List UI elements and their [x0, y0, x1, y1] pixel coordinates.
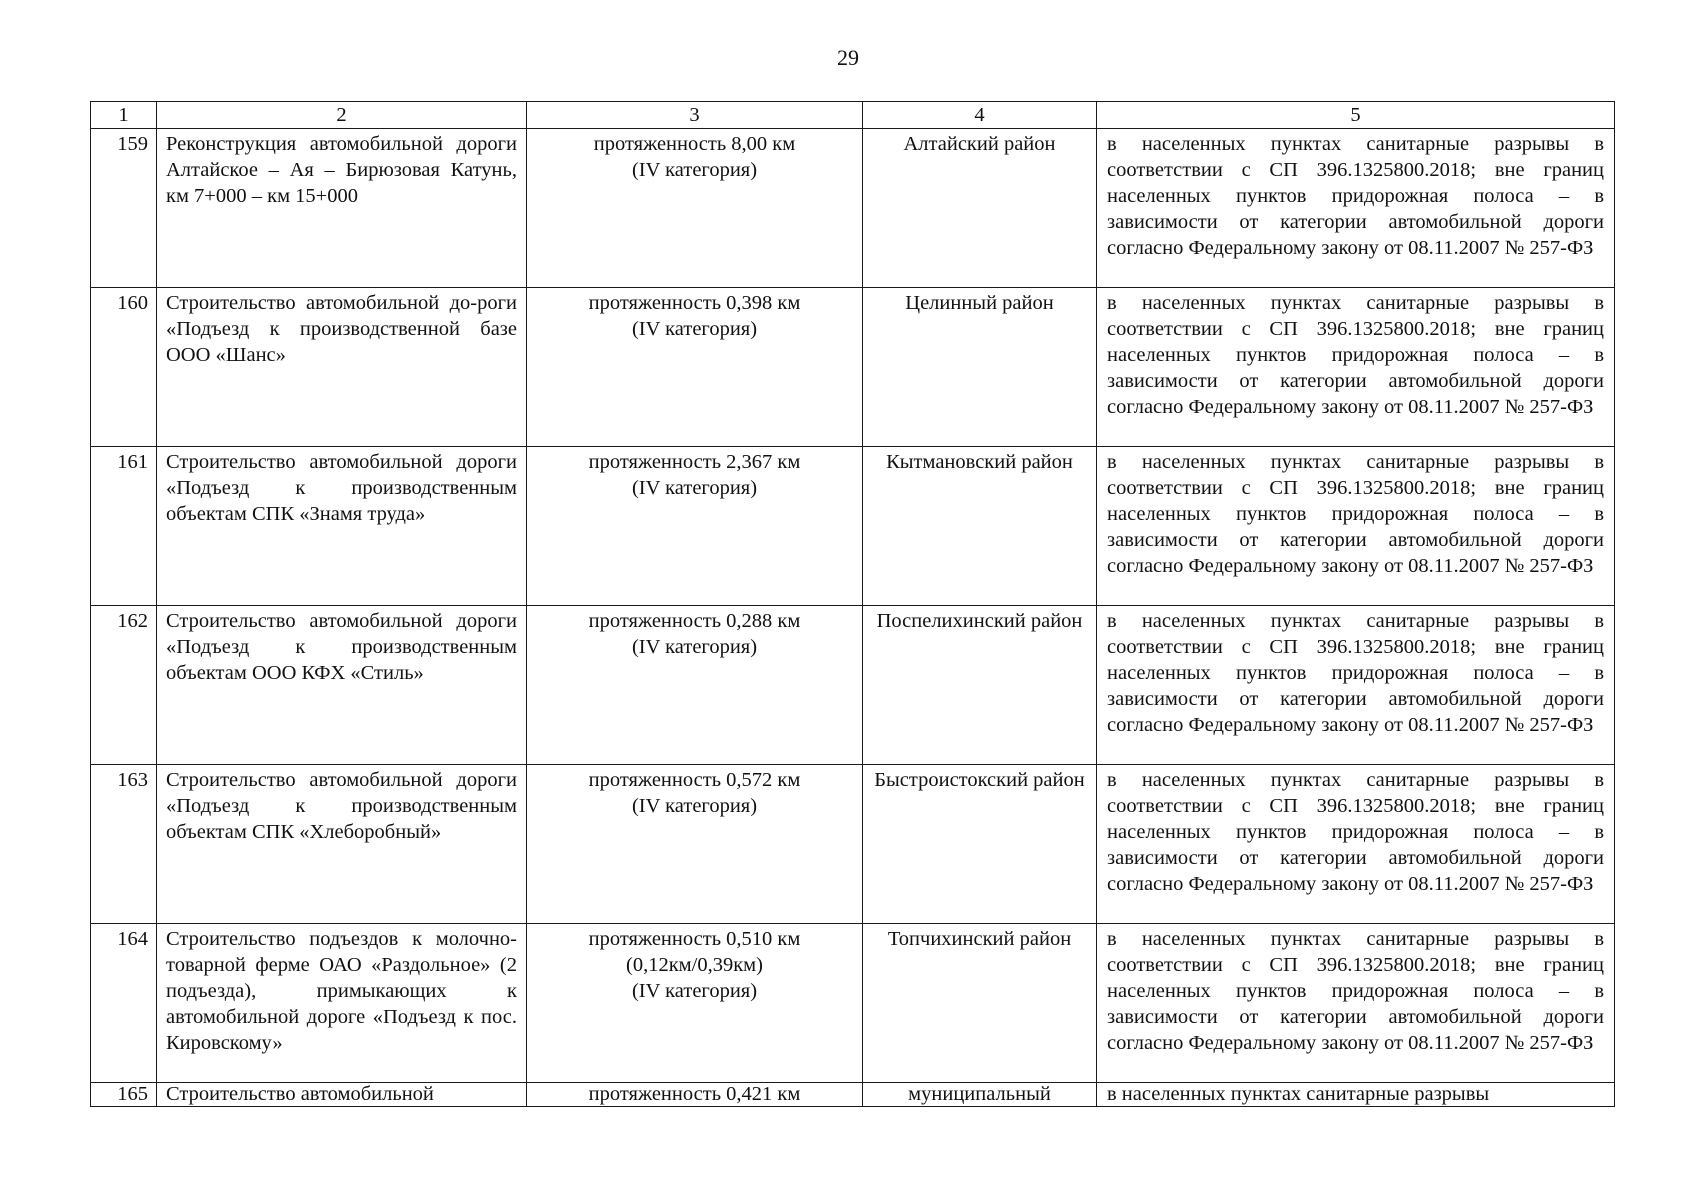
page-number: 29	[837, 45, 859, 70]
header-cell-4: 4	[863, 102, 1097, 129]
extent-line: (IV категория)	[631, 317, 758, 340]
zone-description: в населенных пунктах санитарные разрывы в соответствии с СП 396.1325800.2018; вне границ населенных пунктов придорожная полоса – в зависимости от категории автомобильной дороги согласно Федеральному закону от 08.11.2007 № 257-ФЗ	[1097, 606, 1615, 765]
district: Быстроистокский район	[863, 765, 1097, 924]
extent-line: (IV категория)	[631, 794, 758, 817]
table-row	[91, 924, 1615, 1083]
table-row	[91, 606, 1615, 765]
row-number: 159	[91, 129, 157, 288]
object-name: Строительство подъездов к молочно-товарной ферме ОАО «Раздольное» (2 подъезда), примыкающих к автомобильной дороге «Подъезд к пос. Кировскому»	[157, 924, 527, 1083]
header-cell-2: 2	[157, 102, 527, 129]
extent-line: протяженность 0,510 км	[588, 928, 801, 950]
header-cell-3: 3	[527, 102, 863, 129]
extent-line: протяженность 0,398 км	[588, 292, 801, 314]
data-table	[90, 101, 1615, 1107]
table-row	[91, 288, 1615, 447]
district: Поспелихинский район	[863, 606, 1097, 765]
object-name: Строительство автомобильной	[157, 1083, 527, 1107]
extent-line: протяженность 0,421 км	[588, 1083, 801, 1105]
district: Кытмановский район	[863, 447, 1097, 606]
row-number: 163	[91, 765, 157, 924]
district: Топчихинский район	[863, 924, 1097, 1083]
zone-description: в населенных пунктах санитарные разрывы в соответствии с СП 396.1325800.2018; вне границ населенных пунктов придорожная полоса – в зависимости от категории автомобильной дороги согласно Федеральному закону от 08.11.2007 № 257-ФЗ	[1097, 129, 1615, 288]
zone-description: в населенных пунктах санитарные разрывы в соответствии с СП 396.1325800.2018; вне границ населенных пунктов придорожная полоса – в зависимости от категории автомобильной дороги согласно Федеральному закону от 08.11.2007 № 257-ФЗ	[1097, 447, 1615, 606]
table-row	[91, 1083, 1615, 1107]
zone-description: в населенных пунктах санитарные разрывы	[1097, 1083, 1615, 1107]
object-extent	[527, 606, 863, 765]
object-extent	[527, 447, 863, 606]
extent-line: (0,12км/0,39км)	[626, 953, 763, 976]
object-name: Строительство автомобильной дороги «Подъезд к производственным объектам ООО КФХ «Стиль»	[157, 606, 527, 765]
header-cell-5: 5	[1097, 102, 1615, 129]
extent-line: протяженность 8,00 км	[593, 133, 796, 155]
object-name: Реконструкция автомобильной дороги Алтайское – Ая – Бирюзовая Катунь, км 7+000 – км 15+000	[157, 129, 527, 288]
extent-line: протяженность 0,288 км	[588, 610, 801, 632]
extent-line: протяженность 2,367 км	[588, 451, 801, 473]
zone-description: в населенных пунктах санитарные разрывы в соответствии с СП 396.1325800.2018; вне границ населенных пунктов придорожная полоса – в зависимости от категории автомобильной дороги согласно Федеральному закону от 08.11.2007 № 257-ФЗ	[1097, 288, 1615, 447]
row-number: 160	[91, 288, 157, 447]
object-extent	[527, 129, 863, 288]
extent-line: (IV категория)	[631, 476, 758, 499]
extent-line: (IV категория)	[631, 635, 758, 658]
zone-description: в населенных пунктах санитарные разрывы в соответствии с СП 396.1325800.2018; вне границ населенных пунктов придорожная полоса – в зависимости от категории автомобильной дороги согласно Федеральному закону от 08.11.2007 № 257-ФЗ	[1097, 924, 1615, 1083]
object-name: Строительство автомобильной дороги «Подъезд к производственным объектам СПК «Хлеборобный»	[157, 765, 527, 924]
object-extent	[527, 288, 863, 447]
object-name: Строительство автомобильной дороги «Подъезд к производственным объектам СПК «Знамя труда»	[157, 447, 527, 606]
header-cell-1: 1	[91, 102, 157, 129]
header-row	[91, 102, 1615, 129]
extent-line: (IV категория)	[631, 979, 758, 1002]
district: Алтайский район	[863, 129, 1097, 288]
zone-description: в населенных пунктах санитарные разрывы в соответствии с СП 396.1325800.2018; вне границ населенных пунктов придорожная полоса – в зависимости от категории автомобильной дороги согласно Федеральному закону от 08.11.2007 № 257-ФЗ	[1097, 765, 1615, 924]
extent-line: протяженность 0,572 км	[588, 769, 801, 791]
table-row	[91, 129, 1615, 288]
object-extent	[527, 1083, 863, 1107]
row-number: 161	[91, 447, 157, 606]
table-row	[91, 447, 1615, 606]
object-name: Строительство автомобильной до-роги «Подъезд к производственной базе ООО «Шанс»	[157, 288, 527, 447]
district: муниципальный	[863, 1083, 1097, 1107]
object-extent	[527, 924, 863, 1083]
row-number: 162	[91, 606, 157, 765]
district: Целинный район	[863, 288, 1097, 447]
row-number: 164	[91, 924, 157, 1083]
table-row	[91, 765, 1615, 924]
object-extent	[527, 765, 863, 924]
row-number: 165	[91, 1083, 157, 1107]
extent-line: (IV категория)	[631, 158, 758, 181]
